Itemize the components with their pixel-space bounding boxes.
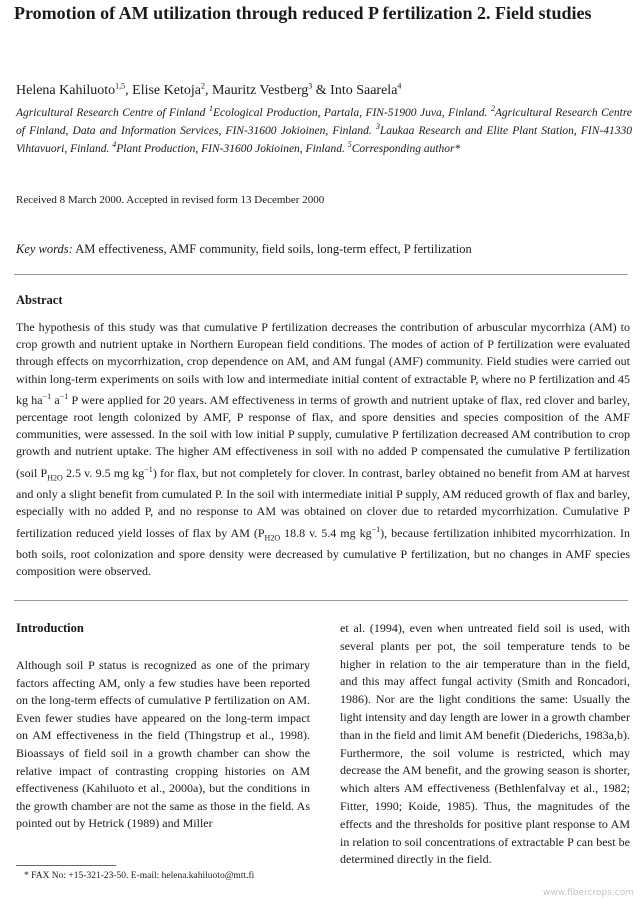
keywords-list: AM effectiveness, AMF community, field soils, long-term effect, P fertilization bbox=[72, 242, 472, 256]
abstract-text: ), because fertilization inhibited mycorrhization. In both soils, root colonization and spore density were decreased by cumulative P fertilization, but no changes in AMF species composition were observed. bbox=[16, 525, 631, 579]
affiliation-mark: 3 bbox=[375, 122, 380, 132]
abstract-heading: Abstract bbox=[16, 293, 63, 307]
introduction-right-column: et al. (1994), even when untreated field soil is used, with several plants per pot, the soil temperature tends to be higher in relation to the air temperature than in the field, and this may affect fungal activity (Smith and Roncadori, 1986). Nor are the light conditions the same: Usually the light intensity and day length are lower in a growth chamber than in the field and limit AM benefit (Diederichs, 1983a,b). Furthermore, the soil volume is restricted, which may decrease the AM benefit, and the growing season is shorter, which alters AM effectiveness (Bethlenfalvay et al., 1982; Fitter, 1990; Koide, 1985). Thus, the magnitudes of the effects and the thresholds for positive plant response to AM in relation to soil concentrations of extractable P can best be determined directly in the field. bbox=[340, 621, 630, 867]
received-dates: Received 8 March 2000. Accepted in revised form 13 December 2000 bbox=[16, 194, 325, 206]
affiliation-text: Agricultural Research Centre of Finland, Data and Information Services, FIN-31600 Jokioinen, Finland. bbox=[16, 107, 632, 137]
author-name: Mauritz Vestberg bbox=[211, 83, 309, 98]
site-watermark: www.fibercrops.com bbox=[543, 888, 634, 898]
footnote-text: FAX No: +15-321-23-50. E-mail: helena.kahiluoto@mtt.fi bbox=[31, 871, 255, 881]
author-name: Into Saarela bbox=[330, 83, 398, 98]
affiliations bbox=[16, 104, 632, 158]
abstract-subscript: H2O bbox=[47, 473, 63, 483]
footnote-divider bbox=[16, 865, 116, 866]
author-affiliation-mark: 4 bbox=[397, 81, 402, 91]
author-affiliation-mark: 2 bbox=[200, 81, 205, 91]
author-list: Helena Kahiluoto$^{1,5}$, Elise Ketoja$^2$, Mauritz Vestberg$^3$ & Into Saarela$^4$ bbox=[16, 81, 402, 98]
section-divider bbox=[14, 600, 628, 601]
affiliation-text: Plant Production, FIN-31600 Jokioinen, Finland. bbox=[116, 143, 348, 155]
author-name: Elise Ketoja bbox=[132, 83, 201, 98]
abstract-text: The hypothesis of this study was that cumulative P fertilization decreases the contribution of arbuscular mycorrhiza (AM) to crop growth and nutrient uptake in Northern European field conditions. The modes of action of P fertilization were evaluated through effects on mycorrhization, crop dependence on AM, and AM fungal (AMF) community. Field studies were carried out within long-term experiments on soils with low and intermediate initial content of extractable P, where no P fertilization and 45 kg ha bbox=[16, 320, 630, 407]
keywords-label: Key words: bbox=[16, 242, 73, 256]
paper-title: Promotion of AM utilization through reduced P fertilization 2. Field studies bbox=[14, 3, 592, 23]
introduction-left-column: Although soil P status is recognized as one of the primary factors affecting AM, only a few studies have been reported on the long-term effects of cumulative P fertilization on AM. Even fewer studies have appeared on the long-term impact on AM effectiveness in the field (Thingstrup et al., 1998). Bioassays of field soil in a growth chamber can show the relative impact of contrasting cropping histories on AM effectiveness (Kahiluoto et al., 2000a), but the conditions in the growth chamber are not the same as those in the field. As pointed out by Hetrick (1989) and Miller bbox=[16, 658, 310, 831]
affiliation-text: Corresponding author* bbox=[351, 143, 461, 155]
corresponding-author-footnote: * FAX No: +15-321-23-50. E-mail: helena.kahiluoto@mtt.fi bbox=[24, 871, 255, 881]
affiliation-text: Ecological Production, Partala, FIN-51900 Juva, Finland. bbox=[212, 107, 491, 119]
affiliation-mark: 4 bbox=[112, 140, 117, 150]
abstract-subscript: H2O bbox=[264, 533, 281, 543]
affiliation-mark: 1 bbox=[208, 104, 213, 114]
affiliation-text: Laukaa Research and Elite Plant Station, FIN-41330 Vihtavuori, Finland. bbox=[16, 125, 633, 155]
affiliation-text: Agricultural Research Centre of Finland bbox=[16, 107, 209, 119]
introduction-heading: Introduction bbox=[16, 621, 84, 635]
affiliation-mark: 5 bbox=[347, 140, 352, 150]
abstract-superscript: −1 bbox=[371, 524, 381, 534]
affiliation-mark: 2 bbox=[490, 104, 495, 114]
abstract-text: ) for flax, but not completely for clover. In contrast, barley obtained no benefit from AM at harvest and only a slight benefit from cumulated P. In the soil with intermediate initial P supply, AM reduced growth of flax and barley, especially with no added P, and no response to AM was obtained on clover due to retarded mycorrhization. Cumulative P fertilization reduced yield losses of flax by AM (P bbox=[16, 465, 630, 540]
abstract-text: 18.8 v. 5.4 mg kg bbox=[280, 525, 372, 540]
keywords bbox=[16, 241, 626, 257]
abstract-body bbox=[16, 319, 630, 581]
author-affiliation-mark: 1,5 bbox=[115, 81, 126, 91]
author-affiliation-mark: 3 bbox=[308, 81, 313, 91]
abstract-superscript: −1 bbox=[42, 391, 52, 401]
author-name: Helena Kahiluoto bbox=[16, 83, 116, 98]
abstract-text: a bbox=[51, 392, 60, 407]
abstract-text: 2.5 v. 9.5 mg kg bbox=[62, 465, 145, 480]
section-divider bbox=[14, 274, 628, 275]
abstract-text: P were applied for 20 years. AM effectiveness in terms of growth and nutrient uptake of flax, red clover and barley, percentage root length colonized by AMF, P response of flax, and spore densities and species composition of the AMF communities, were assessed. In the soil with low initial P supply, cumulative P fertilization decreased AM contribution to crop growth and nutrient uptake. The higher AM effectiveness in soil with no added P compensated the cumulative P fertilization (soil P bbox=[16, 392, 631, 480]
abstract-superscript: −1 bbox=[59, 391, 69, 401]
abstract-superscript: −1 bbox=[144, 464, 153, 474]
